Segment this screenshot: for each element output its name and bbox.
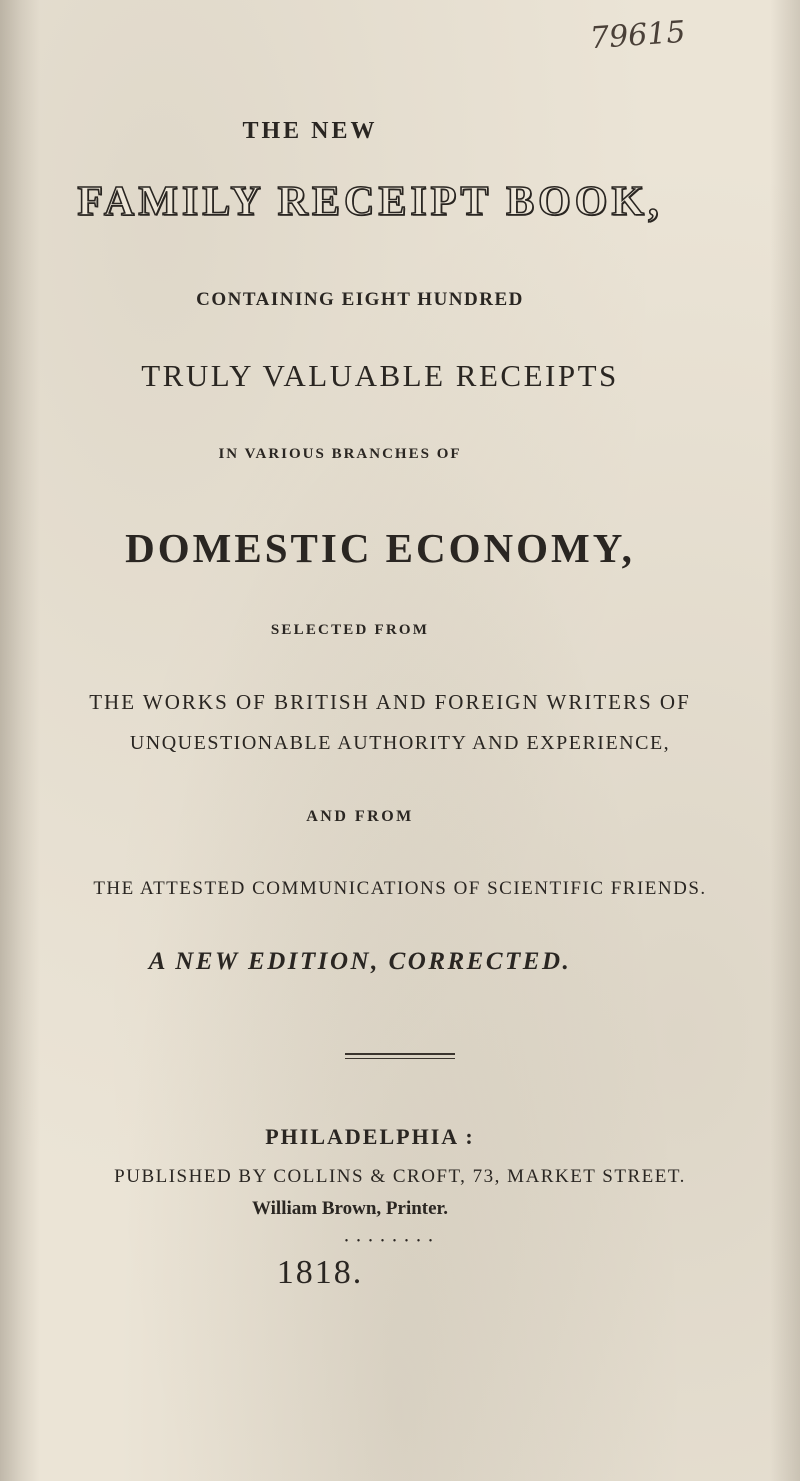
imprint-year: 1818. [276,1254,364,1291]
handwritten-shelfmark: 79615 [588,14,687,57]
subtitle-in-various: IN VARIOUS BRANCHES OF [218,446,462,462]
subtitle-selected-from: SELECTED FROM [270,622,430,638]
divider-rule [345,1053,455,1059]
title-family-receipt-book: FAMILY RECEIPT BOOK, [77,179,663,225]
ornament-dots: • • • • • • • • [344,1236,436,1247]
subtitle-unquestionable: UNQUESTIONABLE AUTHORITY AND EXPERIENCE, [129,732,671,754]
edition-statement: A NEW EDITION, CORRECTED. [148,948,572,975]
imprint-printer: William Brown, Printer. [252,1198,448,1219]
subtitle-and-from: AND FROM [306,808,414,825]
subtitle-containing: CONTAINING EIGHT HUNDRED [196,289,524,310]
title-the-new: THE NEW [242,118,378,144]
subtitle-attested: THE ATTESTED COMMUNICATIONS OF SCIENTIFIC FRIENDS. [93,878,707,899]
subtitle-works-of: THE WORKS OF BRITISH AND FOREIGN WRITERS OF [89,690,691,714]
imprint-publisher: PUBLISHED BY COLLINS & CROFT, 73, MARKET STREET. [114,1166,686,1187]
subtitle-domestic-economy: DOMESTIC ECONOMY, [125,525,635,571]
subtitle-truly-valuable: TRULY VALUABLE RECEIPTS [141,358,619,393]
imprint-place: PHILADELPHIA : [265,1124,475,1149]
